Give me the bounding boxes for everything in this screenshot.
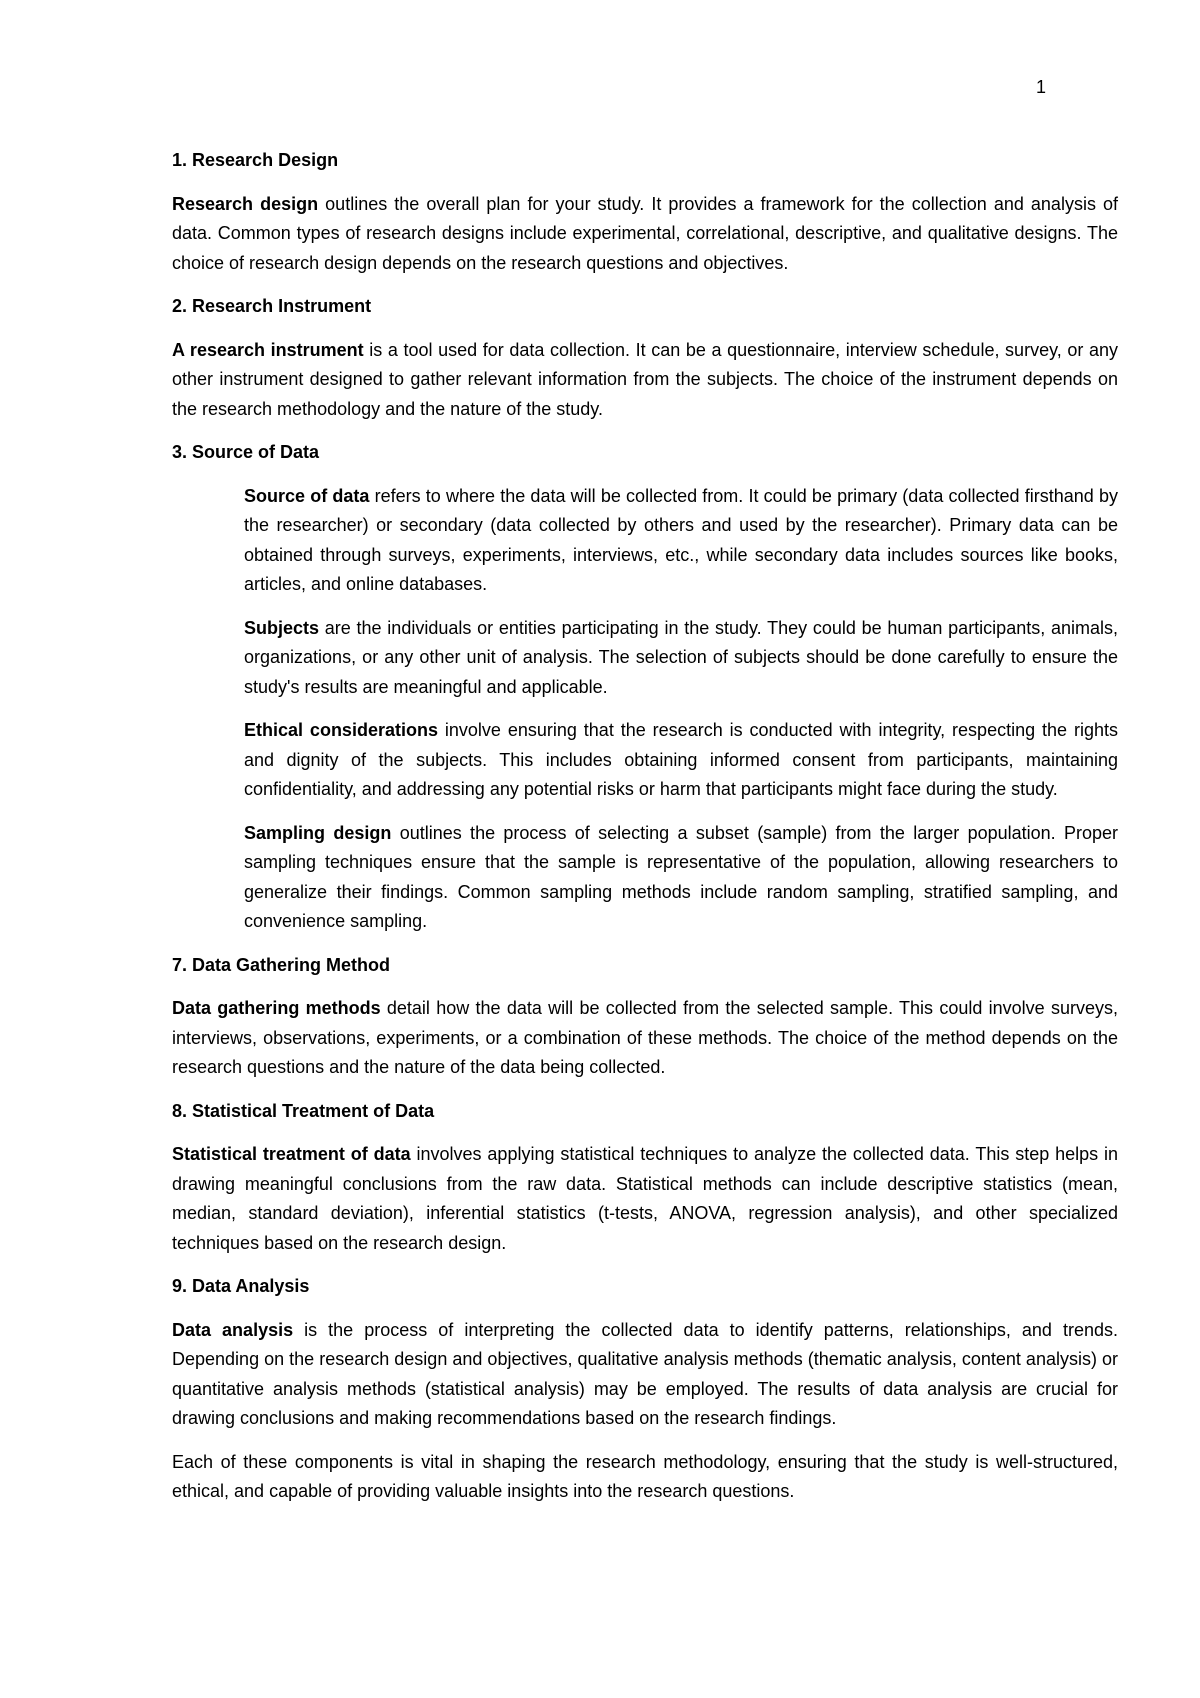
body-data-gathering-methods: detail how the data will be collected from the selected sample. This could involve surveys, interviews, observations, experiments, or a combination of these methods. The choice of the method depends on the research questions and the nature of the data being collected.	[172, 998, 1118, 1077]
term-ethical-considerations: Ethical considerations	[244, 720, 438, 740]
term-data-analysis: Data analysis	[172, 1319, 294, 1340]
heading-data-gathering-method: 7. Data Gathering Method	[172, 954, 391, 975]
term-source-of-data: Source of data	[244, 485, 370, 506]
paragraph-data-analysis	[172, 1316, 1118, 1434]
body-ethical-considerations: involve ensuring that the research is conducted with integrity, respecting the rights and dignity of the subjects. This includes obtaining informed consent from participants, maintaining confidentiality, and addressing any potential risks or harm that participants might face during the study.	[244, 720, 1118, 799]
body-statistical-treatment: involves applying statistical techniques to analyze the collected data. This step helps in drawing meaningful conclusions from the raw data. Statistical methods can include descriptive statistics (mean, median, standard deviation), inferential statistics (t-tests, ANOVA, regression analysis), and other specialized techniques based on the research design.	[172, 1144, 1118, 1253]
term-statistical-treatment: Statistical treatment of data	[172, 1144, 411, 1164]
paragraph-sampling-design	[244, 819, 1118, 937]
heading-research-instrument: 2. Research Instrument	[172, 296, 372, 316]
body-research-design: outlines the overall plan for your study. It provides a framework for the collection and analysis of data. Common types of research designs include experimental, correlational, descriptive, and qualitative designs. The choice of research design depends on the research questions and objectives.	[172, 193, 1119, 273]
body-research-instrument: is a tool used for data collection. It can be a questionnaire, interview schedule, survey, or any other instrument designed to gather relevant information from the subjects. The choice of the instrument depends on the research methodology and the nature of the study.	[172, 339, 1118, 419]
heading-research-design: 1. Research Design	[172, 150, 339, 170]
paragraph-subjects	[244, 614, 1118, 703]
term-sampling-design: Sampling design	[244, 822, 392, 843]
paragraph-source-of-data	[244, 482, 1118, 600]
paragraph-statistical-treatment	[172, 1140, 1118, 1258]
heading-source-of-data: 3. Source of Data	[172, 442, 320, 462]
term-data-gathering-methods: Data gathering methods	[172, 998, 381, 1018]
document-body	[172, 146, 1118, 1521]
body-sampling-design: outlines the process of selecting a subset (sample) from the larger population. Proper sampling techniques ensure that the sample is representative of the population, allowing researchers to generalize their findings. Common sampling methods include random sampling, stratified sampling, and convenience sampling.	[244, 822, 1118, 931]
paragraph-research-instrument	[172, 336, 1118, 425]
term-research-instrument: A research instrument	[172, 339, 364, 360]
heading-data-analysis: 9. Data Analysis	[172, 1276, 310, 1296]
paragraph-ethical-considerations	[244, 716, 1118, 805]
body-subjects: are the individuals or entities participating in the study. They could be human participants, animals, organizations, or any other unit of analysis. The selection of subjects should be done carefully to ensure the study's results are meaningful and applicable.	[244, 617, 1118, 697]
paragraph-closing: Each of these components is vital in shaping the research methodology, ensuring that the study is well-structured, ethical, and capable of providing valuable insights into the research questions.	[172, 1451, 1118, 1501]
paragraph-data-gathering-method	[172, 994, 1118, 1083]
term-research-design: Research design	[172, 193, 319, 214]
heading-statistical-treatment: 8. Statistical Treatment of Data	[172, 1100, 435, 1121]
body-data-analysis: is the process of interpreting the collected data to identify patterns, relationships, and trends. Depending on the research design and objectives, qualitative analysis methods (thematic analysis, content analysis) or quantitative analysis methods (statistical analysis) may be employed. The results of data analysis are crucial for drawing conclusions and making recommendations based on the research findings.	[172, 1319, 1118, 1428]
page-number: 1	[1035, 77, 1046, 97]
body-source-of-data: refers to where the data will be collected from. It could be primary (data collected firsthand by the researcher) or secondary (data collected by others and used by the researcher). Primary data can be obtained through surveys, experiments, interviews, etc., while secondary data includes sources like books, articles, and online databases.	[244, 485, 1118, 594]
paragraph-research-design	[172, 190, 1118, 279]
term-subjects: Subjects	[244, 617, 320, 638]
